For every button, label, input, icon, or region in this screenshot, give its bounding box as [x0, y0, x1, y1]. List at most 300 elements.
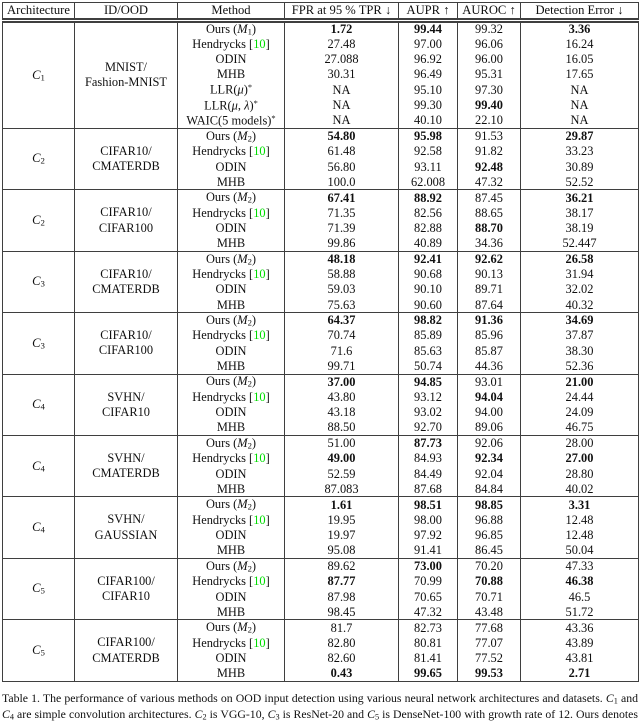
text-token: 2: [247, 194, 252, 205]
table-row: [3, 497, 639, 512]
id-ood-line: CMATERDB: [92, 281, 160, 296]
id-ood-line: CIFAR100: [98, 220, 154, 235]
value-cell: 37.00: [285, 374, 399, 389]
column-header-architecture: Architecture: [3, 3, 75, 21]
method-cell: [178, 313, 285, 328]
table-row: [3, 558, 639, 573]
text-token: is DenseNet-100 with growth rate of 12. Ours denotes: [379, 706, 638, 721]
text-token: 2: [247, 133, 252, 144]
id-ood-line: CMATERDB: [92, 466, 160, 481]
value-cell: 38.30: [521, 343, 639, 358]
value-cell: 77.07: [458, 635, 521, 650]
value-cell: 96.85: [458, 528, 521, 543]
value-cell: 38.19: [521, 221, 639, 236]
column-header-id-ood: ID/OOD: [75, 3, 178, 21]
value-cell: 51.72: [521, 604, 639, 619]
value-cell: 94.04: [458, 389, 521, 404]
architecture-cell: [3, 497, 75, 558]
architecture-cell: [3, 436, 75, 497]
caption-line: [2, 691, 638, 707]
value-cell: 71.39: [285, 221, 399, 236]
text-token: C: [32, 274, 41, 289]
value-cell: 92.04: [458, 466, 521, 481]
text-token: MHB: [216, 420, 246, 435]
value-cell: 91.82: [458, 144, 521, 159]
text-token: Ours (: [205, 128, 238, 143]
text-token: Hendrycks [: [192, 512, 254, 527]
value-cell: 96.06: [458, 36, 521, 51]
value-cell: 88.50: [285, 420, 399, 435]
method-cell: [178, 251, 285, 266]
method-cell: [178, 436, 285, 451]
text-token: ): [249, 98, 254, 113]
value-cell: 90.60: [399, 297, 458, 312]
value-cell: 99.30: [399, 98, 458, 113]
value-cell: 75.63: [285, 297, 399, 312]
text-token: ]: [265, 574, 270, 589]
text-token: are simple convolution architectures.: [14, 706, 195, 721]
text-token: ]: [265, 512, 270, 527]
method-cell: [178, 174, 285, 189]
value-cell: 28.00: [521, 436, 639, 451]
text-token: MHB: [216, 297, 246, 312]
value-cell: 98.82: [399, 313, 458, 328]
text-token: LLR(: [204, 98, 232, 113]
value-cell: 82.56: [399, 205, 458, 220]
value-cell: 62.008: [399, 174, 458, 189]
text-token: M: [237, 620, 248, 635]
table-row: [3, 190, 639, 205]
method-cell: [178, 128, 285, 143]
method-cell: [178, 328, 285, 343]
citation-number: 10: [253, 512, 266, 527]
text-token: 5: [40, 647, 45, 658]
text-token: ): [251, 190, 257, 205]
value-cell: 16.24: [521, 36, 639, 51]
text-token: C: [32, 581, 41, 596]
text-token: Hendrycks [: [192, 574, 254, 589]
method-cell: [178, 113, 285, 128]
method-cell: [178, 620, 285, 635]
value-cell: 95.08: [285, 543, 399, 558]
text-token: Ours (: [205, 251, 238, 266]
value-cell: 52.59: [285, 466, 399, 481]
value-cell: 52.52: [521, 174, 639, 189]
value-cell: 73.00: [399, 558, 458, 573]
value-cell: 96.92: [399, 52, 458, 67]
value-cell: 93.11: [399, 159, 458, 174]
citation-number: 10: [253, 389, 266, 404]
text-token: μ: [231, 98, 238, 113]
text-token: MHB: [216, 174, 246, 189]
value-cell: 27.088: [285, 52, 399, 67]
id-ood-line: CMATERDB: [92, 650, 160, 665]
value-cell: 44.36: [458, 359, 521, 374]
text-token: 3: [40, 340, 45, 351]
text-token: ]: [265, 36, 270, 51]
text-token: C: [32, 151, 41, 166]
value-cell: 93.02: [399, 405, 458, 420]
text-token: Ours (: [205, 620, 238, 635]
method-cell: [178, 359, 285, 374]
text-token: Hendrycks [: [192, 389, 254, 404]
text-token: 4: [9, 712, 14, 722]
table-row: [3, 374, 639, 389]
column-header-method: Method: [178, 3, 285, 21]
id-ood-cell: [75, 251, 178, 312]
method-cell: [178, 420, 285, 435]
value-cell: 70.20: [458, 558, 521, 573]
value-cell: 97.30: [458, 82, 521, 97]
text-token: ): [251, 312, 257, 327]
id-ood-line: CMATERDB: [92, 159, 160, 174]
method-cell: [178, 205, 285, 220]
table-caption: [2, 691, 638, 722]
id-ood-line: GAUSSIAN: [94, 527, 158, 542]
text-token: C: [605, 691, 614, 705]
id-ood-line: Fashion-MNIST: [85, 75, 167, 90]
text-token: ]: [265, 635, 270, 650]
value-cell: 97.00: [399, 36, 458, 51]
value-cell: 48.18: [285, 251, 399, 266]
id-ood-line: MNIST/: [105, 60, 147, 75]
text-token: *: [253, 97, 258, 108]
id-ood-cell: [75, 374, 178, 435]
value-cell: 43.36: [521, 620, 639, 635]
value-cell: 100.0: [285, 174, 399, 189]
citation-number: 10: [253, 36, 266, 51]
method-cell: [178, 159, 285, 174]
text-token: is ResNet-20 and: [279, 706, 368, 721]
value-cell: 86.45: [458, 543, 521, 558]
value-cell: 27.00: [521, 451, 639, 466]
value-cell: 98.51: [399, 497, 458, 512]
text-token: ]: [265, 267, 270, 282]
id-ood-line: CIFAR10/: [100, 266, 152, 281]
value-cell: 0.43: [285, 666, 399, 681]
value-cell: 46.38: [521, 574, 639, 589]
method-cell: [178, 52, 285, 67]
method-cell: [178, 190, 285, 205]
value-cell: 93.01: [458, 374, 521, 389]
value-cell: 30.31: [285, 67, 399, 82]
value-cell: 51.00: [285, 436, 399, 451]
text-token: ): [251, 22, 257, 36]
method-cell: [178, 374, 285, 389]
text-token: C: [32, 397, 41, 412]
id-ood-line: SVHN/: [107, 512, 145, 527]
value-cell: 92.06: [458, 436, 521, 451]
id-ood-cell: [75, 620, 178, 681]
text-token: Ours (: [205, 312, 238, 327]
text-token: 4: [40, 463, 45, 474]
method-cell: [178, 589, 285, 604]
text-token: Hendrycks [: [192, 451, 254, 466]
text-token: M: [237, 558, 248, 573]
value-cell: NA: [521, 98, 639, 113]
value-cell: 2.71: [521, 666, 639, 681]
value-cell: 92.70: [399, 420, 458, 435]
id-ood-line: CIFAR10/: [100, 205, 152, 220]
method-cell: [178, 82, 285, 97]
value-cell: 50.04: [521, 543, 639, 558]
text-token: 2: [40, 155, 45, 166]
method-cell: [178, 635, 285, 650]
id-ood-line: CIFAR100/: [97, 573, 155, 588]
value-cell: 87.083: [285, 482, 399, 497]
text-token: ): [251, 435, 257, 450]
citation-number: 10: [253, 205, 266, 220]
text-token: 2: [247, 563, 252, 574]
value-cell: 47.32: [458, 174, 521, 189]
text-token: M: [237, 312, 248, 327]
value-cell: 99.40: [458, 98, 521, 113]
method-cell: [178, 528, 285, 543]
text-token: 3: [40, 278, 45, 289]
text-token: is VGG-10,: [206, 706, 268, 721]
value-cell: 46.75: [521, 420, 639, 435]
value-cell: 37.87: [521, 328, 639, 343]
value-cell: 82.80: [285, 635, 399, 650]
value-cell: 97.92: [399, 528, 458, 543]
value-cell: 32.02: [521, 282, 639, 297]
architecture-cell: [3, 313, 75, 374]
value-cell: 92.48: [458, 159, 521, 174]
id-ood-cell: [75, 436, 178, 497]
method-cell: [178, 297, 285, 312]
text-token: ): [251, 497, 257, 512]
text-token: ODIN: [215, 405, 247, 420]
value-cell: 93.12: [399, 389, 458, 404]
text-token: ]: [265, 205, 270, 220]
results-table: [2, 2, 639, 682]
method-cell: [178, 144, 285, 159]
text-token: ODIN: [215, 52, 247, 67]
value-cell: 56.80: [285, 159, 399, 174]
text-token: ODIN: [215, 528, 247, 543]
text-token: λ: [244, 98, 250, 113]
text-token: 1: [40, 72, 45, 83]
architecture-cell: [3, 251, 75, 312]
method-cell: [178, 604, 285, 619]
value-cell: 87.98: [285, 589, 399, 604]
value-cell: 21.00: [521, 374, 639, 389]
table-header-row: [3, 3, 639, 21]
method-cell: [178, 221, 285, 236]
text-token: 5: [374, 712, 380, 722]
value-cell: 43.18: [285, 405, 399, 420]
caption-line: [2, 707, 638, 723]
text-token: Ours (: [205, 22, 238, 36]
text-token: 2: [247, 256, 252, 267]
value-cell: 88.92: [399, 190, 458, 205]
method-cell: [178, 558, 285, 573]
table-row: [3, 620, 639, 635]
id-ood-line: CIFAR100/: [97, 635, 155, 650]
text-token: 4: [40, 524, 45, 535]
text-token: Hendrycks [: [192, 36, 254, 51]
value-cell: NA: [285, 98, 399, 113]
text-token: Hendrycks [: [192, 144, 254, 159]
value-cell: 70.74: [285, 328, 399, 343]
text-token: Hendrycks [: [192, 205, 254, 220]
text-token: 1: [247, 26, 252, 37]
text-token: ): [251, 374, 257, 389]
value-cell: 59.03: [285, 282, 399, 297]
text-token: C: [367, 706, 375, 721]
value-cell: 31.94: [521, 267, 639, 282]
architecture-cell: [3, 558, 75, 619]
text-token: 2: [40, 217, 45, 228]
text-token: C: [32, 212, 41, 227]
method-cell: [178, 512, 285, 527]
text-token: ODIN: [215, 466, 247, 481]
text-token: M: [237, 435, 248, 450]
text-token: 2: [247, 317, 252, 328]
value-cell: 89.62: [285, 558, 399, 573]
column-header-aupr: AUPR ↑: [399, 3, 458, 21]
table-row: [3, 313, 639, 328]
text-token: ]: [265, 328, 270, 343]
value-cell: 87.45: [458, 190, 521, 205]
value-cell: 71.35: [285, 205, 399, 220]
text-token: M: [237, 251, 248, 266]
text-token: C: [32, 520, 41, 535]
value-cell: 54.80: [285, 128, 399, 143]
value-cell: 85.87: [458, 343, 521, 358]
method-cell: [178, 651, 285, 666]
value-cell: 87.64: [458, 297, 521, 312]
id-ood-line: CIFAR100: [98, 343, 154, 358]
value-cell: 49.00: [285, 451, 399, 466]
method-cell: [178, 343, 285, 358]
text-token: ODIN: [215, 343, 247, 358]
value-cell: 87.73: [399, 436, 458, 451]
text-token: ODIN: [215, 589, 247, 604]
value-cell: 90.13: [458, 267, 521, 282]
value-cell: 82.73: [399, 620, 458, 635]
value-cell: 94.00: [458, 405, 521, 420]
text-token: *: [247, 82, 253, 93]
method-cell: [178, 98, 285, 113]
value-cell: 24.09: [521, 405, 639, 420]
value-cell: 3.36: [521, 21, 639, 37]
text-token: Hendrycks [: [192, 267, 254, 282]
text-token: ): [251, 620, 257, 635]
value-cell: 99.71: [285, 359, 399, 374]
value-cell: 84.93: [399, 451, 458, 466]
text-token: 1: [613, 696, 618, 706]
value-cell: 87.77: [285, 574, 399, 589]
architecture-cell: [3, 128, 75, 189]
value-cell: 92.58: [399, 144, 458, 159]
text-token: *: [271, 112, 276, 123]
method-cell: [178, 236, 285, 251]
value-cell: 40.89: [399, 236, 458, 251]
text-token: M: [237, 22, 248, 36]
text-token: ODIN: [215, 282, 247, 297]
value-cell: 12.48: [521, 512, 639, 527]
text-token: ]: [265, 389, 270, 404]
value-cell: 46.5: [521, 589, 639, 604]
citation-number: 10: [253, 574, 266, 589]
value-cell: 84.49: [399, 466, 458, 481]
text-token: Hendrycks [: [192, 635, 254, 650]
text-token: M: [237, 128, 248, 143]
value-cell: 99.32: [458, 21, 521, 37]
value-cell: 1.61: [285, 497, 399, 512]
value-cell: 61.48: [285, 144, 399, 159]
value-cell: 92.62: [458, 251, 521, 266]
value-cell: 96.00: [458, 52, 521, 67]
text-token: ODIN: [215, 159, 247, 174]
text-token: ,: [237, 98, 245, 113]
value-cell: 43.89: [521, 635, 639, 650]
value-cell: 30.89: [521, 159, 639, 174]
table-row: [3, 21, 639, 37]
value-cell: 26.58: [521, 251, 639, 266]
id-ood-cell: [75, 190, 178, 251]
text-token: MHB: [216, 543, 246, 558]
value-cell: 89.06: [458, 420, 521, 435]
value-cell: 3.31: [521, 497, 639, 512]
citation-number: 10: [253, 451, 266, 466]
value-cell: 71.6: [285, 343, 399, 358]
text-token: 5: [40, 585, 45, 596]
value-cell: 40.32: [521, 297, 639, 312]
id-ood-cell: [75, 558, 178, 619]
value-cell: 43.48: [458, 604, 521, 619]
text-token: C: [2, 706, 10, 721]
value-cell: 95.98: [399, 128, 458, 143]
text-token: ): [243, 82, 248, 97]
value-cell: 92.34: [458, 451, 521, 466]
text-token: ]: [265, 451, 270, 466]
value-cell: 16.05: [521, 52, 639, 67]
value-cell: 90.68: [399, 267, 458, 282]
text-token: C: [267, 706, 276, 721]
text-token: M: [237, 497, 248, 512]
text-token: M: [237, 190, 248, 205]
value-cell: 19.97: [285, 528, 399, 543]
value-cell: 85.96: [458, 328, 521, 343]
value-cell: 81.7: [285, 620, 399, 635]
id-ood-cell: [75, 21, 178, 129]
value-cell: 70.65: [399, 589, 458, 604]
value-cell: 84.84: [458, 482, 521, 497]
value-cell: 19.95: [285, 512, 399, 527]
citation-number: 10: [253, 267, 266, 282]
method-cell: [178, 405, 285, 420]
value-cell: NA: [285, 82, 399, 97]
column-header-auroc: AUROC ↑: [458, 3, 521, 21]
id-ood-cell: [75, 313, 178, 374]
value-cell: 33.23: [521, 144, 639, 159]
text-token: 2: [247, 624, 252, 635]
table-row: [3, 251, 639, 266]
text-token: LLR(: [209, 82, 238, 97]
value-cell: 99.65: [399, 666, 458, 681]
architecture-cell: [3, 620, 75, 681]
value-cell: 82.88: [399, 221, 458, 236]
value-cell: 70.99: [399, 574, 458, 589]
value-cell: 82.60: [285, 651, 399, 666]
value-cell: 98.45: [285, 604, 399, 619]
value-cell: 50.74: [399, 359, 458, 374]
value-cell: 70.71: [458, 589, 521, 604]
value-cell: 40.10: [399, 113, 458, 128]
method-cell: [178, 67, 285, 82]
